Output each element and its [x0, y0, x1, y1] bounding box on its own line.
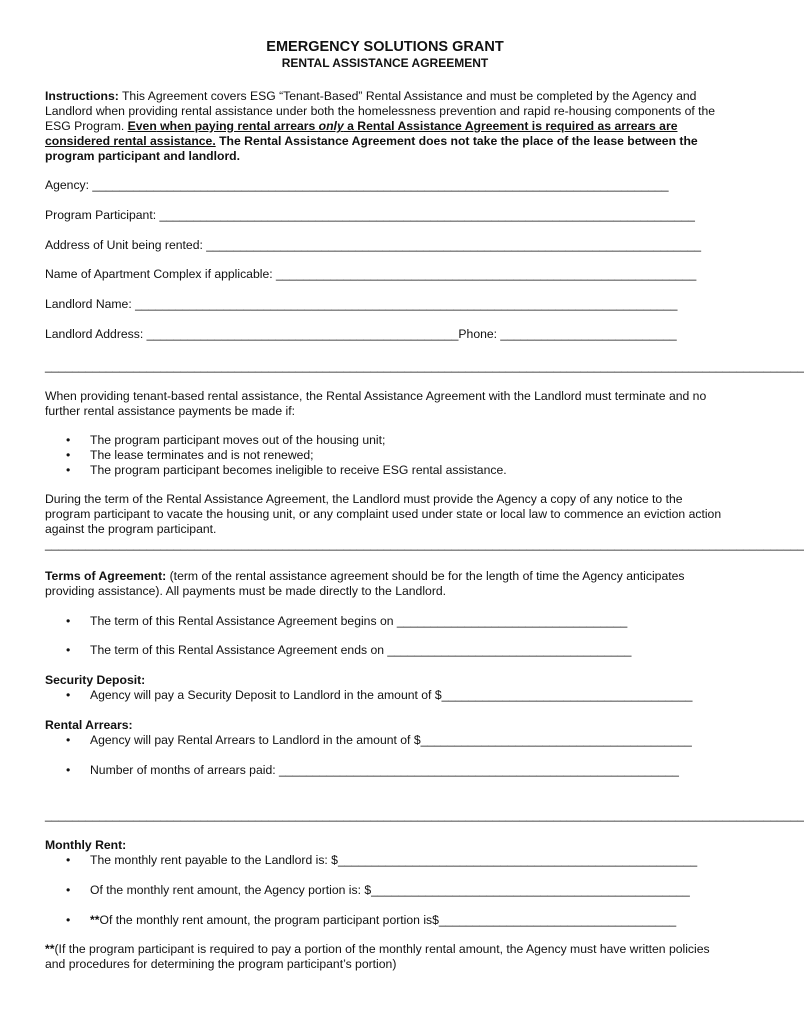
- bullet-text: Number of months of arrears paid: ___________________________________________________________: [90, 763, 679, 777]
- section-divider: ________________________________________________________________________________________________________________: [45, 808, 804, 822]
- bullet-text: Of the monthly rent amount, the program participant portion is$___________________________________: [99, 913, 677, 927]
- document-subtitle: RENTAL ASSISTANCE AGREEMENT: [281, 56, 489, 70]
- bullet-text: The term of this Rental Assistance Agreement begins on __________________________________: [90, 614, 628, 628]
- footnote-paragraph: [45, 942, 725, 972]
- participant-portion-field[interactable]: [66, 913, 676, 928]
- notice-paragraph: During the term of the Rental Assistance Agreement, the Landlord must provide the Agency a copy of any notice to the program participant to vacate the housing unit, or any complaint used under state or local law to commence an eviction action against the program participant.: [45, 492, 722, 536]
- unit-address-field[interactable]: Address of Unit being rented: _________________________________________________________________________: [45, 238, 702, 252]
- bullet-text: Agency will pay a Security Deposit to Landlord in the amount of $_____________________________________: [90, 688, 693, 702]
- bullet-icon: •: [66, 448, 71, 462]
- bullet-icon: •: [66, 913, 71, 927]
- section-divider: ________________________________________________________________________________________________________________: [45, 359, 804, 373]
- termination-intro: When providing tenant-based rental assistance, the Rental Assistance Agreement with the Landlord must terminate and no further rental assistance payments be made if:: [45, 389, 707, 418]
- footnote-text: (If the program participant is required to pay a portion of the monthly rental amount, the Agency must have written policies and procedures for determining the program participant’s portion): [45, 942, 710, 971]
- monthly-rent-heading: Monthly Rent:: [45, 838, 127, 852]
- agency-portion-field[interactable]: [66, 883, 690, 898]
- bullet-text: The lease terminates and is not renewed;: [90, 448, 314, 462]
- rental-arrears-field[interactable]: [66, 733, 692, 748]
- bullet-text: The program participant becomes ineligible to receive ESG rental assistance.: [90, 463, 507, 477]
- term-ends-field[interactable]: [66, 643, 631, 658]
- instructions-arrears: when paying rental arrears: [156, 119, 319, 133]
- termination-bullet: [66, 448, 314, 463]
- bullet-text: The term of this Rental Assistance Agreement ends on ____________________________________: [90, 643, 632, 657]
- bullet-icon: •: [66, 853, 71, 867]
- bullet-text: Agency will pay Rental Arrears to Landlord in the amount of $________________________________________: [90, 733, 692, 747]
- bullet-icon: •: [66, 733, 71, 747]
- termination-bullet: [66, 433, 385, 448]
- bullet-icon: •: [66, 688, 71, 702]
- bullet-icon: •: [66, 763, 71, 777]
- landlord-address-phone-field[interactable]: Landlord Address: ______________________________________________Phone: __________________________: [45, 327, 677, 341]
- term-begins-field[interactable]: [66, 614, 627, 629]
- instructions-text: This Agreement covers ESG “Tenant-Based” Rental Assistance and must be completed by the Agency and Landlord when providing rental assistance under both the homelessness prevention and rapid re-housing components of the ESG Program.: [45, 89, 716, 133]
- arrears-months-field[interactable]: [66, 763, 679, 778]
- rental-arrears-heading: Rental Arrears:: [45, 718, 133, 732]
- footnote-marker: **: [90, 913, 100, 927]
- document-title: EMERGENCY SOLUTIONS GRANT: [266, 39, 504, 55]
- landlord-name-field[interactable]: Landlord Name: ________________________________________________________________________________: [45, 297, 678, 311]
- security-deposit-heading: Security Deposit:: [45, 673, 146, 687]
- apartment-complex-field[interactable]: Name of Apartment Complex if applicable: ______________________________________________________________: [45, 267, 697, 281]
- security-deposit-field[interactable]: [66, 688, 692, 703]
- bullet-text: The monthly rent payable to the Landlord is: $_____________________________________________________: [90, 853, 698, 867]
- bullet-icon: •: [66, 883, 71, 897]
- section-divider: ________________________________________________________________________________________________________________: [45, 537, 804, 551]
- instructions-lease-note: The Rental Assistance Agreement does not take the place of the lease between the program participant and landlord.: [45, 134, 698, 163]
- program-participant-field[interactable]: Program Participant: _______________________________________________________________________________: [45, 208, 695, 222]
- bullet-icon: •: [66, 463, 71, 477]
- instructions-only: only: [318, 119, 344, 133]
- bullet-icon: •: [66, 433, 71, 447]
- agency-field[interactable]: Agency: _____________________________________________________________________________________: [45, 178, 669, 192]
- terms-label: Terms of Agreement:: [45, 569, 167, 583]
- termination-bullet: [66, 463, 507, 478]
- terms-paragraph: [45, 569, 725, 599]
- bullet-icon: •: [66, 643, 71, 657]
- instructions-paragraph: [45, 89, 733, 164]
- bullet-text: Of the monthly rent amount, the Agency portion is: $_______________________________________________: [90, 883, 690, 897]
- instructions-even: Even: [127, 119, 157, 133]
- footnote-marker: **: [45, 942, 55, 956]
- monthly-rent-field[interactable]: [66, 853, 697, 868]
- bullet-icon: •: [66, 614, 71, 628]
- terms-text: (term of the rental assistance agreement should be for the length of time the Agency anticipates providing assistance). All payments must be made directly to the Landlord.: [45, 569, 685, 598]
- instructions-label: Instructions:: [45, 89, 119, 103]
- instructions-required: a Rental Assistance Agreement is required as arrears are considered rental assistance.: [45, 119, 678, 148]
- bullet-text: The program participant moves out of the housing unit;: [90, 433, 386, 447]
